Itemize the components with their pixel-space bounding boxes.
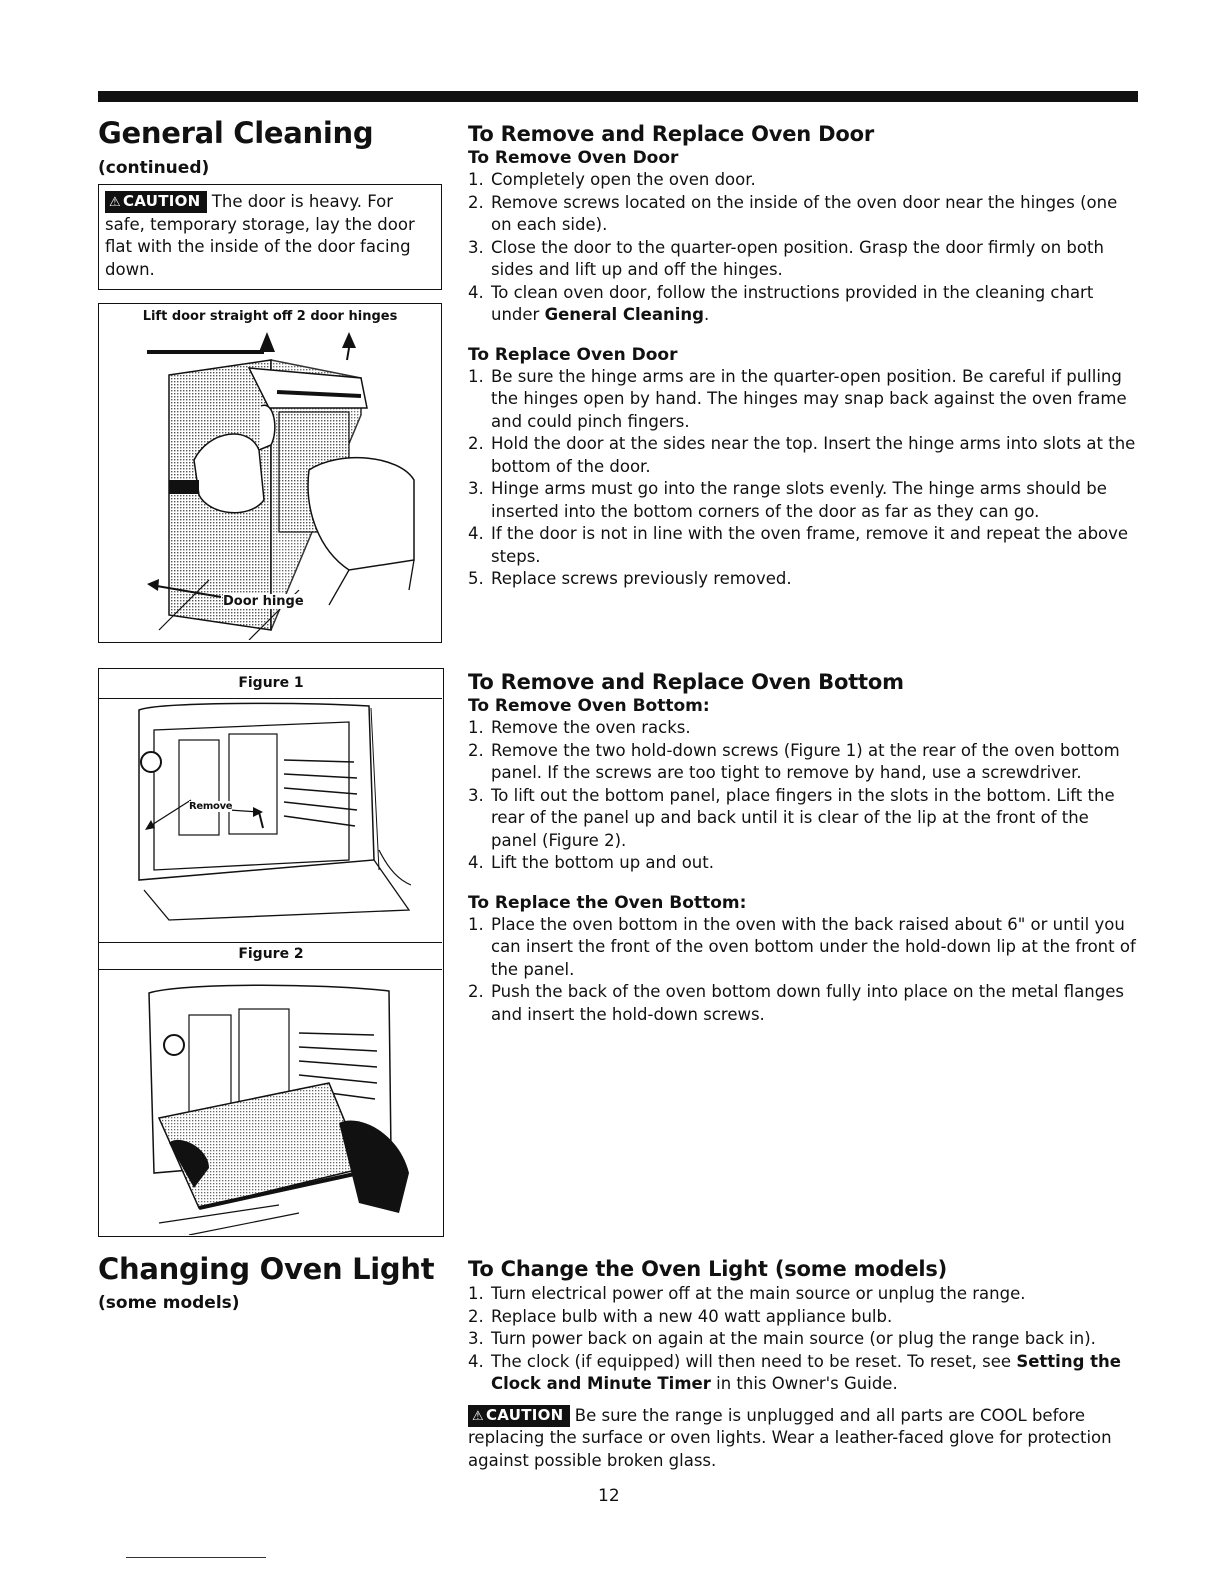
step-number: 2. <box>468 740 484 760</box>
list-item <box>468 1306 1138 1329</box>
step-number: 4. <box>468 282 484 302</box>
door-hinge-label: Door hinge <box>223 594 304 609</box>
figure-2-title: Figure 2 <box>238 946 304 962</box>
oven-light-section <box>468 1257 1138 1472</box>
door-figure <box>98 303 442 643</box>
section-subtitle-continued: (continued) <box>98 158 210 178</box>
step-text: Hold the door at the sides near the top. Insert the hinge arms into slots at the bottom of the door. <box>491 434 1136 476</box>
oven-light-title: To Change the Oven Light (some models) <box>468 1257 948 1281</box>
oven-bottom-title: To Remove and Replace Oven Bottom <box>468 670 904 694</box>
step-text: Close the door to the quarter-open position. Grasp the door firmly on both sides and lift up and off the hinges. <box>491 237 1104 279</box>
list-item <box>468 169 1138 192</box>
step-text: If the door is not in line with the oven frame, remove it and repeat the above steps. <box>491 524 1129 566</box>
oven-light-steps <box>468 1283 1138 1396</box>
oven-bottom-figures <box>98 668 444 1237</box>
figure-1-title-rule <box>99 698 442 699</box>
figure-1-illustration <box>99 700 442 940</box>
remove-label: Remove <box>189 801 233 812</box>
list-item <box>468 1351 1138 1396</box>
list-item <box>468 366 1138 434</box>
step-text-end: in this Owner's Guide. <box>710 1374 898 1393</box>
step-number: 2. <box>468 192 484 212</box>
oven-bottom-section <box>468 670 1138 1026</box>
step-number: 3. <box>468 1329 484 1348</box>
step-text: Remove the two hold-down screws (Figure 1) at the rear of the oven bottom panel. If the screws are too tight to remove by hand, use a screwdriver. <box>491 740 1120 782</box>
step-number: 2. <box>468 982 484 1001</box>
caution-badge <box>468 1405 570 1427</box>
replace-oven-door-steps <box>468 366 1138 591</box>
replace-oven-door-heading: To Replace Oven Door <box>468 344 678 365</box>
caution-paragraph-light <box>468 1405 1138 1473</box>
list-item <box>468 1328 1138 1351</box>
caution-badge <box>105 191 207 213</box>
step-number: 4. <box>468 524 484 543</box>
section-title-general-cleaning: General Cleaning <box>98 116 374 150</box>
list-item <box>468 740 1138 785</box>
caution-text: The door is heavy. For safe, temporary storage, lay the door flat with the inside of the door facing down. <box>105 192 415 279</box>
list-item <box>468 981 1138 1026</box>
step-number: 1. <box>468 914 484 934</box>
list-item <box>468 568 1138 591</box>
list-item <box>468 785 1138 853</box>
step-number: 3. <box>468 237 484 257</box>
section-subtitle-some-models: (some models) <box>98 1293 240 1313</box>
figure-2-title-rule <box>99 969 442 970</box>
figure-divider <box>99 942 442 943</box>
step-number: 5. <box>468 569 484 588</box>
step-text: Hinge arms must go into the range slots evenly. The hinge arms should be inserted into the bottom corners of the door as far as they can go. <box>491 479 1107 521</box>
list-item <box>468 1283 1138 1306</box>
caution-label: CAUTION <box>485 1405 564 1424</box>
step-text: Turn power back on again at the main source (or plug the range back in). <box>491 1329 1096 1348</box>
section-title-changing-oven-light: Changing Oven Light <box>98 1252 435 1286</box>
step-text: Remove screws located on the inside of the oven door near the hinges (one on each side). <box>491 192 1118 234</box>
step-number: 1. <box>468 366 484 386</box>
list-item <box>468 192 1138 237</box>
step-text: Be sure the hinge arms are in the quarter-open position. Be careful if pulling the hinges open by hand. The hinges may snap back against the oven frame and could pinch fingers. <box>491 366 1127 431</box>
remove-oven-door-steps <box>468 169 1138 327</box>
oven-door-section <box>468 122 1138 591</box>
list-item <box>468 717 1138 740</box>
replace-oven-bottom-heading: To Replace the Oven Bottom: <box>468 892 747 913</box>
warning-icon: ⚠ <box>109 195 121 210</box>
step-text-bold: General Cleaning <box>544 305 704 324</box>
replace-oven-bottom-steps <box>468 914 1138 1027</box>
caution-box-door <box>98 184 442 290</box>
list-item <box>468 237 1138 282</box>
step-text: To clean oven door, follow the instructions provided in the cleaning chart under <box>491 282 1094 324</box>
footer-rule <box>126 1557 266 1558</box>
step-number: 2. <box>468 1306 484 1326</box>
step-text-bold: Setting the Clock and Minute Timer <box>491 1351 1121 1393</box>
list-item <box>468 433 1138 478</box>
remove-oven-bottom-steps <box>468 717 1138 875</box>
step-text: Turn electrical power off at the main source or unplug the range. <box>491 1284 1026 1303</box>
step-number: 1. <box>468 170 484 189</box>
step-text: Lift the bottom up and out. <box>491 853 714 872</box>
step-number: 3. <box>468 785 484 805</box>
warning-icon: ⚠ <box>472 1408 484 1424</box>
page-number: 12 <box>598 1486 620 1506</box>
list-item <box>468 914 1138 982</box>
oven-door-title: To Remove and Replace Oven Door <box>468 122 875 146</box>
step-text: Completely open the oven door. <box>491 170 756 189</box>
step-text: Replace screws previously removed. <box>491 569 792 588</box>
step-number: 4. <box>468 853 484 872</box>
remove-oven-bottom-heading: To Remove Oven Bottom: <box>468 696 710 716</box>
caution-label: CAUTION <box>122 192 201 210</box>
step-text: Remove the oven racks. <box>491 718 691 737</box>
step-number: 2. <box>468 434 484 453</box>
step-number: 1. <box>468 718 484 737</box>
list-item <box>468 478 1138 523</box>
step-text: Place the oven bottom in the oven with the back raised about 6" or until you can insert the front of the oven bottom under the hold-down lip at the front of the panel. <box>491 914 1136 979</box>
figure-1-title: Figure 1 <box>238 675 304 691</box>
figure-2-illustration <box>99 973 442 1235</box>
step-text: Push the back of the oven bottom down fully into place on the metal flanges and insert the hold-down screws. <box>491 982 1124 1024</box>
step-number: 4. <box>468 1351 484 1371</box>
step-text: Replace bulb with a new 40 watt appliance bulb. <box>491 1306 893 1326</box>
remove-oven-door-heading: To Remove Oven Door <box>468 148 679 168</box>
top-rule <box>98 91 1138 102</box>
step-text: The clock (if equipped) will then need to be reset. To reset, see <box>491 1351 1017 1371</box>
list-item <box>468 523 1138 568</box>
step-number: 1. <box>468 1284 484 1303</box>
list-item <box>468 282 1138 327</box>
step-text-end: . <box>703 305 710 324</box>
step-text: To lift out the bottom panel, place fingers in the slots in the bottom. Lift the rear of the panel up and back until it is clear of the lip at the front of the panel (Figure 2). <box>491 785 1115 850</box>
list-item <box>468 852 1138 875</box>
caution-text: Be sure the range is unplugged and all parts are COOL before replacing the surface or oven lights. Wear a leather-faced glove for protection against possible broken glass. <box>468 1405 1112 1470</box>
door-figure-caption: Lift door straight off 2 door hinges <box>142 309 398 324</box>
step-number: 3. <box>468 479 484 498</box>
